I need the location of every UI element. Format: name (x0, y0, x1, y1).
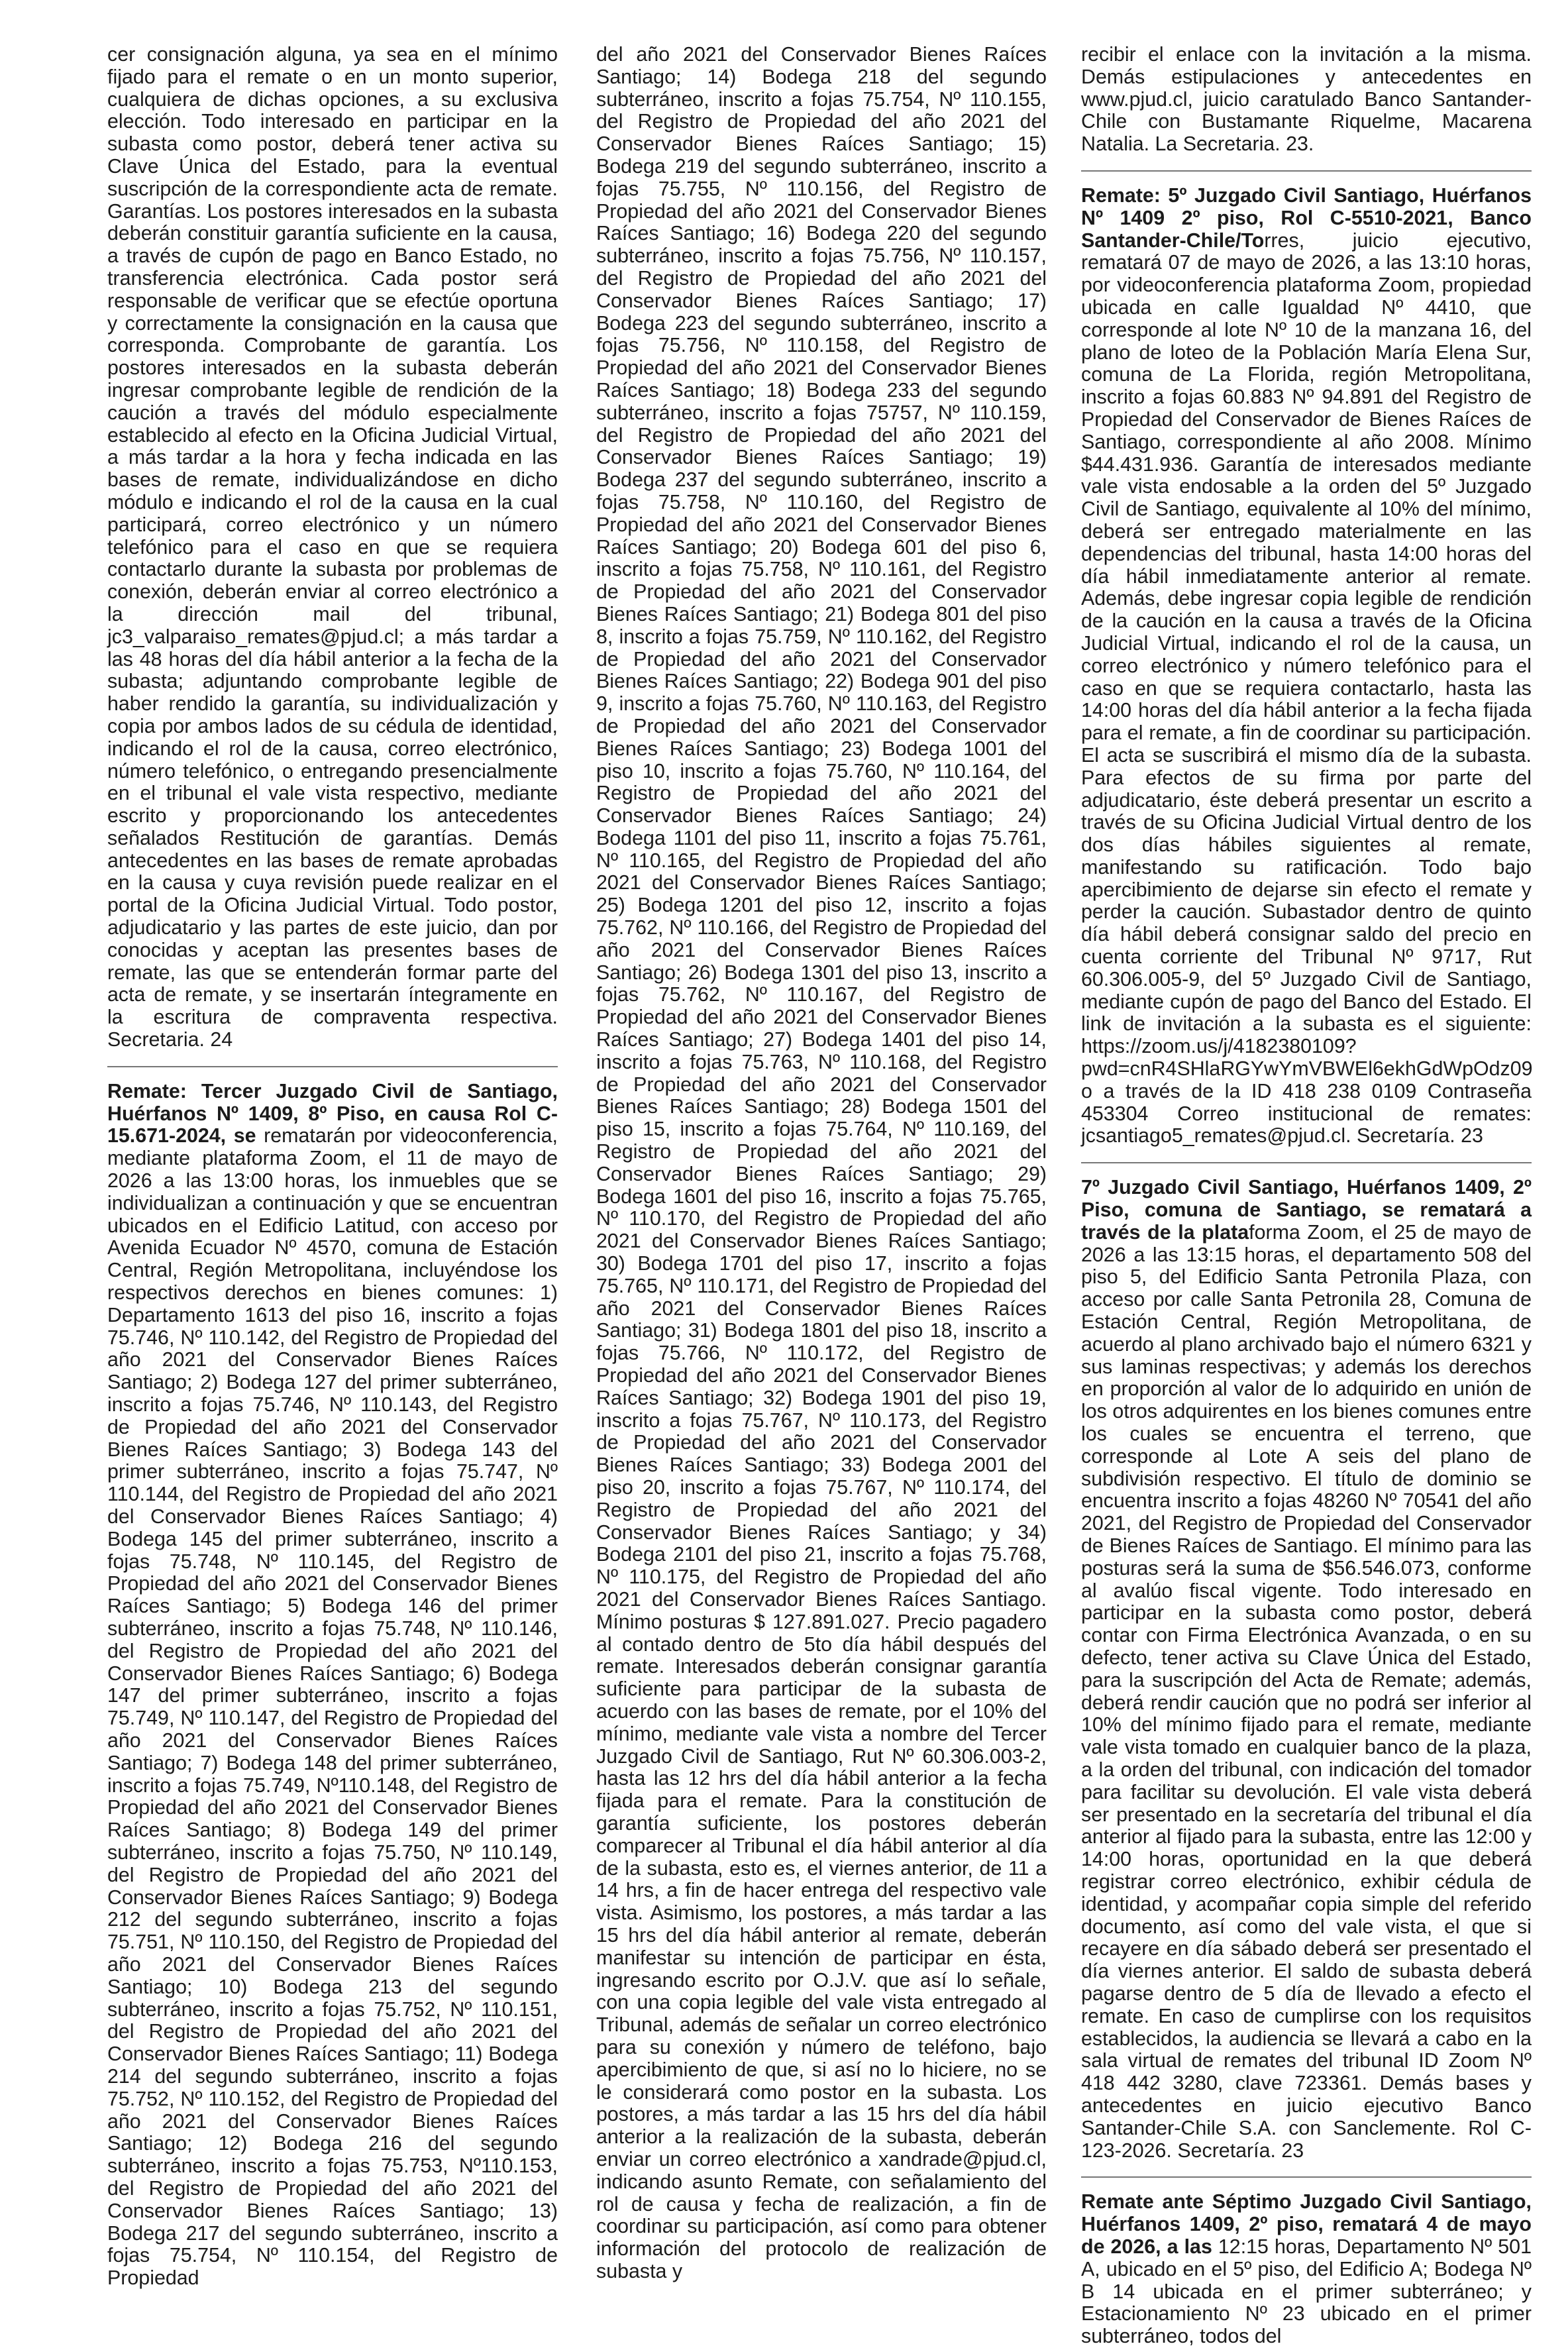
notice-body: del año 2021 del Conservador Bienes Raíces Santiago; 14) Bodega 218 del segundo subterráneo, inscrito a fojas 75.754, Nº 110.155, del Registro de Propiedad del año 2021 del Conservador Bienes Raíces Santiago; 15) Bodega 219 del segundo subterráneo, inscrito a fojas 75.755, Nº 110.156, del Registro de Propiedad del año 2021 del Conservador Bienes Raíces Santiago; 16) Bodega 220 del segundo subterráneo, inscrito a fojas 75.756, Nº 110.157, del Registro de Propiedad del año 2021 del Conservador Bienes Raíces Santiago; 17) Bodega 223 del segundo subterráneo, inscrito a fojas 75.756, Nº 110.158, del Registro de Propiedad del año 2021 del Conservador Bienes Raíces Santiago; 18) Bodega 233 del segundo subterráneo, inscrito a fojas 75757, Nº 110.159, del Registro de Propiedad del año 2021 del Conservador Bienes Raíces Santiago; 19) Bodega 237 del segundo subterráneo, inscrito a fojas 75.758, Nº 110.160, del Registro de Propiedad del año 2021 del Conservador Bienes Raíces Santiago; 20) Bodega 601 del piso 6, inscrito a fojas 75.758, Nº 110.161, del Registro de Propiedad del año 2021 del Conservador Bienes Raíces Santiago; 21) Bodega 801 del piso 8, inscrito a fojas 75.759, Nº 110.162, del Registro de Propiedad del año 2021 del Conservador Bienes Raíces Santiago; 22) Bodega 901 del piso 9, inscrito a fojas 75.760, Nº 110.163, del Registro de Propiedad del año 2021 del Conservador Bienes Raíces Santiago; 23) Bodega 1001 del piso 10, inscrito a fojas 75.760, Nº 110.164, del Registro de Propiedad del año 2021 del Conservador Bienes Raíces Santiago; 24) Bodega 1101 del piso 11, inscrito a fojas 75.761, Nº 110.165, del Registro de Propiedad del año 2021 del Conservador Bienes Raíces Santiago; 25) Bodega 1201 del piso 12, inscrito a fojas 75.762, Nº 110.166, del Registro de Propiedad del año 2021 del Conservador Bienes Raíces Santiago; 26) Bodega 1301 del piso 13, inscrito a fojas 75.762, Nº 110.167, del Registro de Propiedad del año 2021 del Conservador Bienes Raíces Santiago; 27) Bodega 1401 del piso 14, inscrito a fojas 75.763, Nº 110.168, del Registro de Propiedad del año 2021 del Conservador Bienes Raíces Santiago; 28) Bodega 1501 del piso 15, inscrito a fojas 75.764, Nº 110.169, del Registro de Propiedad del año 2021 del Conservador Bienes Raíces Santiago; 29) Bodega 1601 del piso 16, inscrito a fojas 75.765, Nº 110.170, del Registro de Propiedad del año 2021 del Conservador Bienes Raíces Santiago; 30) Bodega 1701 del piso 17, inscrito a fojas 75.765, Nº 110.171, del Registro de Propiedad del año 2021 del Conservador Bienes Raíces Santiago; 31) Bodega 1801 del piso 18, inscrito a fojas 75.766, Nº 110.172, del Registro de Propiedad del año 2021 del Conservador Bienes Raíces Santiago; 32) Bodega 1901 del piso 19, inscrito a fojas 75.767, Nº 110.173, del Registro de Propiedad del año 2021 del Conservador Bienes Raíces Santiago; 33) Bodega 2001 del piso 20, inscrito a fojas 75.767, Nº 110.174, del Registro de Propiedad del año 2021 del Conservador Bienes Raíces Santiago; y 34) Bodega 2101 del piso 21, inscrito a fojas 75.768, Nº 110.175, del Registro de Propiedad del año 2021 del Conservador Bienes Raíces Santiago. Mínimo posturas $ 127.891.027. Precio pagadero al contado dentro de 5to día hábil después del remate. Interesados deberán consignar garantía suficiente para participar de la subasta de acuerdo con las bases de remate, por el 10% del mínimo, mediante vale vista a nombre del Tercer Juzgado Civil de Santiago, Rut Nº 60.306.003-2, hasta las 12 hrs del día hábil anterior a la fecha fijada para el remate. Para la constitución de garantía suficiente, los postores deberán comparecer al Tribunal el día hábil anterior al día de la subasta, esto es, el viernes anterior, de 11 a 14 hrs, a fin de hacer entrega del respectivo vale vista. Asimismo, los postores, a más tardar a las 15 hrs del día hábil anterior al remate, deberán manifestar su intención de participar en ésta, ingresando escrito por O.J.V. que así lo señale, con una copia legible del vale vista entregado al Tribunal, además de señalar un correo electrónico para su conexión y número de teléfono, bajo apercibimiento de que, si así no lo hiciere, no se le considerará como postor en la subasta. Los postores, a más tardar a las 15 hrs del día hábil anterior a la realización de la subasta, deberán enviar un correo electrónico a xandrade@pjud.cl, indicando asunto Remate, con señalamiento del rol de causa y fecha de realización, a fin de coordinar su participación, así como para obtener información del protocolo de realización de subasta y (596, 43, 1047, 2282)
notice-body: cer consignación alguna, ya sea en el mínimo fijado para el remate o en un monto superior, cualquiera de dichas opciones, a su exclusiva elección. Todo interesado en participar en la subasta como postor, deberá tener activa su Clave Única del Estado, para la eventual suscripción de la correspondiente acta de remate. Garantías. Los postores interesados en la subasta deberán constituir garantía suficiente en la causa, a través de cupón de pago en Banco Estado, no transferencia electrónica. Cada postor será responsable de verificar que se efectúe oportuna y correctamente la consignación en la causa que corresponda. Comprobante de garantía. Los postores interesados en la subasta deberán ingresar comprobante legible de rendición de la caución a través del módulo especialmente establecido al efecto en la Oficina Judicial Virtual, a más tardar a la hora y fecha indicada en las bases de remate, individualizándose en dicho módulo e indicando el rol de la causa en la cual participará, correo electrónico y un número telefónico para el caso en que se requiera contactarlo durante la subasta por problemas de conexión, deberán enviar al correo electrónico a la dirección mail del tribunal, jc3_valparaiso_remates@pjud.cl; a más tardar a las 48 horas del día hábil anterior a la fecha de la subasta; adjuntando comprobante legible de haber rendido la garantía, su individualización y copia por ambos lados de su cédula de identidad, indicando el rol de la causa, correo electrónico, número telefónico, o entregando presencialmente en el tribunal el vale vista respectivo, mediante escrito y proporcionando los antecedentes señalados Restitución de garantías. Demás antecedentes en las bases de remate aprobadas en la causa y cuya revisión puede realizar en el portal de la Oficina Judicial Virtual. Todo postor, adjudicatario y las partes de este juicio, dan por conocidas y aceptan las presentes bases de remate, las que se entenderán formar parte del acta de remate, y se insertarán íntegramente en la escritura de compraventa respectiva. Secretaria. 24 (107, 43, 558, 1051)
notice-tercer-juzgado (107, 1081, 558, 2290)
column-2 (596, 43, 1047, 2282)
notice-body: recibir el enlace con la invitación a la misma. Demás estipulaciones y antecedentes en www.pjud.cl, juicio caratulado Banco Santander-Chile con Bustamante Riquelme, Macarena Natalia. La Secretaria. 23. (1081, 43, 1532, 156)
notice-body: 12:15 horas, Departamento Nº 501 A, ubicado en el 5º piso, del Edificio A; Bodega Nº B 14 ubicada en el primer subterráneo; y Estacionamiento Nº 23 ubicado en el primer subterráneo, todos del (1081, 2235, 1532, 2348)
notice-septimo-juzgado-b (1081, 2191, 1532, 2348)
notice-heading: Remate ante Séptimo Juzgado Civil Santiago, Huérfanos 1409, 2º piso, rematará 4 de mayo de 2026, a las (1081, 2190, 1532, 2258)
column-1 (107, 43, 558, 2290)
notice-heading: Remate: Tercer Juzgado Civil de Santiago, Huérfanos Nº 1409, 8º Piso, en causa Rol C-15.671-2024, se (107, 1079, 558, 1147)
notice-tercer-juzgado-continued (596, 44, 1047, 2283)
notice-continuation-end (1081, 44, 1532, 156)
notice-body: forma Zoom, el 25 de mayo de 2026 a las 13:15 horas, el departamento 508 del piso 5, del Edificio Santa Petronila Plaza, con acceso por calle Santa Petronila 28, Comuna de Estación Central, Región Metropolitana, de acuerdo al plano archivado bajo el número 6321 y sus laminas respectivas; y además los derechos en proporción al valor de lo adquirido en unión de los otros adquirentes en los bienes comunes entre los cuales se encuentra el terreno, que corresponde al Lote A seis del plano de subdivisión respectivo. El título de dominio se encuentra inscrito a fojas 48260 Nº 70541 del año 2021, del Registro de Propiedad del Conservador de Bienes Raíces de Santiago. El mínimo para las posturas será la suma de $56.546.073, conforme al avalúo fiscal vigente. Todo interesado en participar en la subasta como postor, deberá contar con Firma Electrónica Avanzada, o en su defecto, tener activa su Clave Única del Estado, para la suscripción del Acta de Remate; además, deberá rendir caución que no podrá ser inferior al 10% del mínimo fijado para el remate, mediante vale vista tomado en cualquier banco de la plaza, a la orden del tribunal, con indicación del tomador para facilitar su devolución. El vale vista deberá ser presentado en la secretaría del tribunal el día anterior al fijado para la subasta, entre las 12:00 y 14:00 horas, oportunidad en la que deberá registrar correo electrónico, exhibir cédula de identidad, y acompañar copia simple del referido documento, así como del vale vista, el que si recayere en día sábado deberá ser presentado el día viernes anterior. El saldo de subasta deberá pagarse dentro de 5 día de llevado a efecto el remate. En caso de cumplirse con los requisitos establecidos, la audiencia se llevará a cabo en la sala virtual de remates del tribunal ID Zoom Nº 418 442 3280, clave 723361. Demás bases y antecedentes en juicio ejecutivo Banco Santander-Chile S.A. con Sanclemente. Rol C-123-2026. Secretaría. 23 (1081, 1220, 1532, 2162)
notice-body: rematarán por videoconferencia, mediante plataforma Zoom, el 11 de mayo de 2026 a las 13:00 horas, los inmuebles que se individualizan a continuación y que se encuentran ubicados en el Edificio Latitud, con acceso por Avenida Ecuador Nº 4570, comuna de Estación Central, Región Metropolitana, incluyéndose los respectivos derechos en bienes comunes: 1) Departamento 1613 del piso 16, inscrito a fojas 75.746, Nº 110.142, del Registro de Propiedad del año 2021 del Conservador Bienes Raíces Santiago; 2) Bodega 127 del primer subterráneo, inscrito a fojas 75.746, Nº 110.143, del Registro de Propiedad del año 2021 del Conservador Bienes Raíces Santiago; 3) Bodega 143 del primer subterráneo, inscrito a fojas 75.747, Nº 110.144, del Registro de Propiedad del año 2021 del Conservador Bienes Raíces Santiago; 4) Bodega 145 del primer subterráneo, inscrito a fojas 75.748, Nº 110.145, del Registro de Propiedad del año 2021 del Conservador Bienes Raíces Santiago; 5) Bodega 146 del primer subterráneo, inscrito a fojas 75.748, Nº 110.146, del Registro de Propiedad del año 2021 del Conservador Bienes Raíces Santiago; 6) Bodega 147 del primer subterráneo, inscrito a fojas 75.749, Nº 110.147, del Registro de Propiedad del año 2021 del Conservador Bienes Raíces Santiago; 7) Bodega 148 del primer subterráneo, inscrito a fojas 75.749, Nº110.148, del Registro de Propiedad del año 2021 del Conservador Bienes Raíces Santiago; 8) Bodega 149 del primer subterráneo, inscrito a fojas 75.750, Nº 110.149, del Registro de Propiedad del año 2021 del Conservador Bienes Raíces Santiago; 9) Bodega 212 del segundo subterráneo, inscrito a fojas 75.751, Nº 110.150, del Registro de Propiedad del año 2021 del Conservador Bienes Raíces Santiago; 10) Bodega 213 del segundo subterráneo, inscrito a fojas 75.752, Nº 110.151, del Registro de Propiedad del año 2021 del Conservador Bienes Raíces Santiago; 11) Bodega 214 del segundo subterráneo, inscrito a fojas 75.752, Nº 110.152, del Registro de Propiedad del año 2021 del Conservador Bienes Raíces Santiago; 12) Bodega 216 del segundo subterráneo, inscrito a fojas 75.753, Nº110.153, del Registro de Propiedad del año 2021 del Conservador Bienes Raíces Santiago; 13) Bodega 217 del segundo subterráneo, inscrito a fojas 75.754, Nº 110.154, del Registro de Propiedad (107, 1124, 558, 2290)
notice-divider (1081, 170, 1532, 172)
notice-divider (107, 1066, 558, 1067)
column-3 (1081, 43, 1533, 2348)
notice-continuation-text (107, 44, 558, 1051)
notice-body: rres, juicio ejecutivo, rematará 07 de mayo de 2026, a las 13:10 horas, por videoconferencia plataforma Zoom, propiedad ubicada en calle Igualdad Nº 4410, que corresponde al lote Nº 10 de la manzana 16, del plano de loteo de la Población María Elena Sur, comuna de La Florida, región Metropolitana, inscrito a fojas 60.883 Nº 94.891 del Registro de Propiedad del Conservador de Bienes Raíces de Santiago, correspondiente al año 2008. Mínimo $44.431.936. Garantía de interesados mediante vale vista endosable a la orden del 5º Juzgado Civil de Santiago, equivalente al 10% del mínimo, deberá ser entregado materialmente en las dependencias del tribunal, hasta 14:00 horas del día hábil inmediatamente anterior al remate. Además, debe ingresar copia legible de rendición de la caución en la causa a través de la Oficina Judicial Virtual, indicando el rol de la causa, un correo electrónico y número telefónico para el caso en que se requiera contactarlo, hasta las 14:00 horas del día hábil anterior a la fecha fijada para el remate, a fin de coordinar su participación. El acta se suscribirá el mismo día de la subasta. Para efectos de su firma por parte del adjudicatario, éste deberá presentar un escrito a través de su Oficina Judicial Virtual dentro de los dos días hábiles siguientes al remate, manifestando su ratificación. Todo bajo apercibimiento de dejarse sin efecto el remate y perder la caución. Subastador dentro de quinto día hábil deberá consignar saldo del precio en cuenta corriente del Tribunal Nº 9717, Rut 60.306.005-9, del 5º Juzgado Civil de Santiago, mediante cupón de pago del Banco del Estado. El link de invitación a la subasta es el siguiente: https://zoom.us/j/4182380109?pwd=cnR4SHlaRGYwYmVBWEl6ekhGdWpOdz09 o a través de la ID 418 238 0109 Contraseña 453304 Correo institucional de remates: jcsantiago5_remates@pjud.cl. Secretaría. 23 (1081, 229, 1533, 1147)
notice-divider (1081, 1162, 1532, 1163)
notice-divider (1081, 2176, 1532, 2178)
notice-septimo-juzgado-a (1081, 1177, 1532, 2162)
notice-heading: 7º Juzgado Civil Santiago, Huérfanos 1409, 2º Piso, comuna de Santiago, se rematará a través de la plata (1081, 1176, 1532, 1244)
notice-quinto-juzgado (1081, 185, 1532, 1147)
notice-heading: Remate: 5º Juzgado Civil Santiago, Huérfanos Nº 1409 2º piso, Rol C-5510-2021, Banco Santander-Chile/To (1081, 184, 1532, 252)
